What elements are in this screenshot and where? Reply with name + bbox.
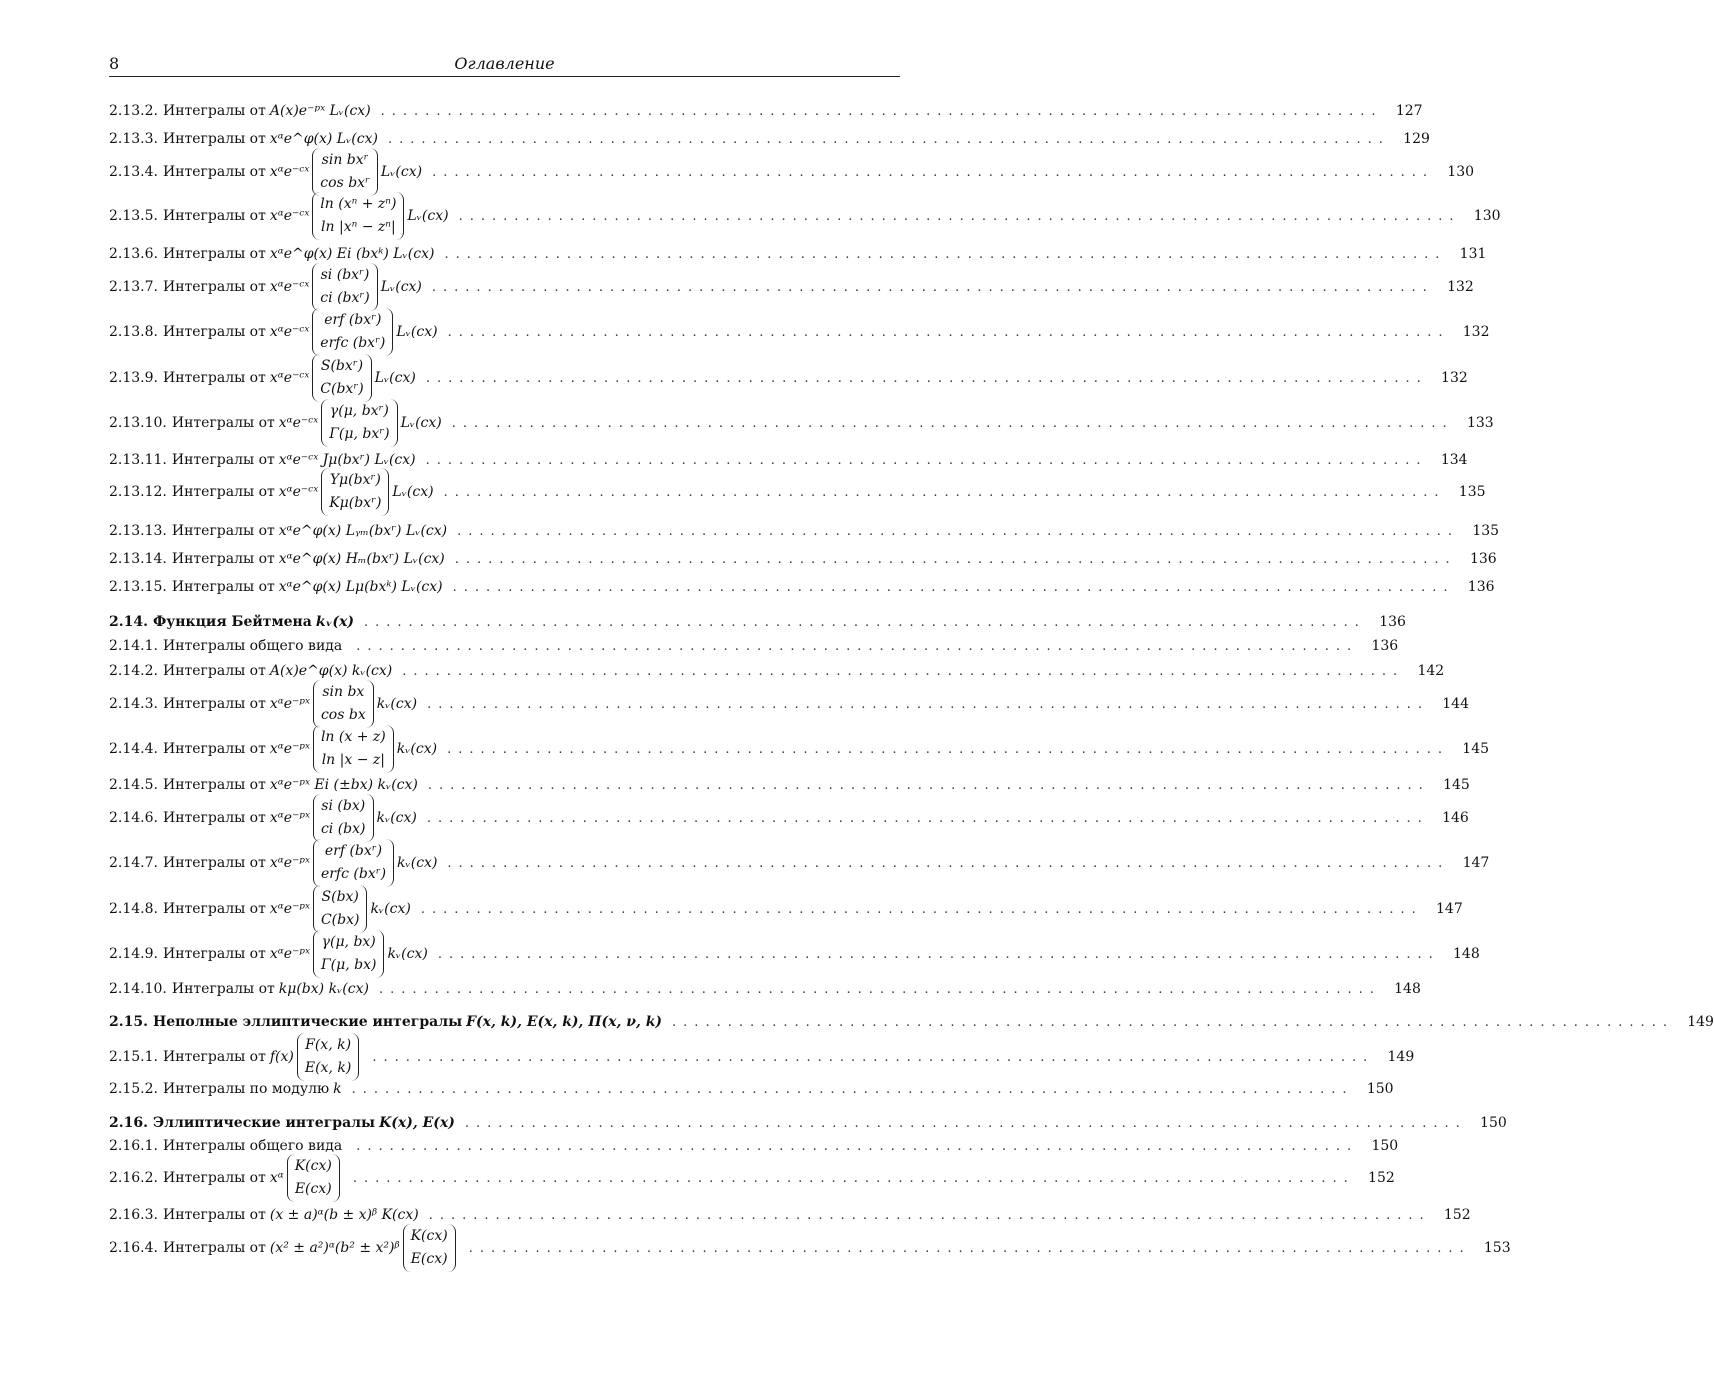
formula-prefix: xᵅe⁻ᵖˣ bbox=[269, 855, 310, 871]
entry-formula bbox=[379, 1115, 455, 1131]
entry-page-number: 135 bbox=[1472, 523, 1500, 539]
formula-brace-group bbox=[321, 399, 397, 447]
brace-line: K(cx) bbox=[294, 1158, 332, 1174]
formula-prefix: K(x), E(x) bbox=[379, 1115, 455, 1131]
dot-leader: .......................................................................................... bbox=[352, 1170, 1355, 1186]
formula-suffix: Lᵥ(cx) bbox=[392, 484, 434, 500]
entry-number: 2.16.4. bbox=[109, 1240, 158, 1256]
toc-entry-row[interactable] bbox=[109, 577, 1495, 597]
brace-line: cos bxʳ bbox=[320, 175, 370, 191]
brace-line: erfc (bxʳ) bbox=[320, 866, 387, 882]
toc-entry-row[interactable] bbox=[109, 1136, 1399, 1156]
formula-prefix: (x ± a)ᵅ(b ± x)ᵝ K(cx) bbox=[269, 1207, 419, 1223]
entry-formula bbox=[270, 308, 438, 356]
toc-entry-row[interactable] bbox=[109, 521, 1500, 541]
toc-entry-row[interactable] bbox=[109, 355, 1468, 401]
entry-formula bbox=[270, 1224, 459, 1272]
formula-prefix: xᵅe⁻ᶜˣ bbox=[269, 208, 310, 224]
entry-formula bbox=[279, 981, 369, 997]
formula-suffix: kᵥ(cx) bbox=[376, 696, 418, 712]
brace-line: sin bxʳ bbox=[321, 152, 369, 168]
brace-line: F(x, k) bbox=[305, 1037, 352, 1053]
formula-prefix: xᵅe⁻ᵖˣ bbox=[269, 741, 310, 757]
entry-title: Интегралы от bbox=[171, 484, 275, 500]
entry-number: 2.14.9. bbox=[109, 946, 158, 962]
toc-entry-row[interactable] bbox=[109, 681, 1469, 727]
brace-line: E(cx) bbox=[294, 1181, 332, 1197]
dot-leader: .......................................................................................... bbox=[437, 946, 1440, 962]
toc-entry-row[interactable] bbox=[109, 661, 1445, 681]
formula-prefix: xᵅe⁻ᶜˣ bbox=[269, 164, 310, 180]
brace-line: si (bx) bbox=[321, 798, 366, 814]
entry-number: 2.15.1. bbox=[109, 1049, 158, 1065]
dot-leader: .......................................................................................... bbox=[447, 855, 1450, 871]
brace-line: K(cx) bbox=[410, 1228, 448, 1244]
entry-page-number: 130 bbox=[1447, 164, 1475, 180]
entry-page-number: 136 bbox=[1469, 551, 1497, 567]
entry-number: 2.14.1. bbox=[109, 638, 158, 654]
formula-prefix: k bbox=[333, 1081, 342, 1097]
toc-entry-row[interactable] bbox=[109, 775, 1470, 795]
dot-leader: .......................................................................................... bbox=[428, 1207, 1431, 1223]
entry-formula bbox=[270, 680, 417, 728]
entry-number: 2.16.3. bbox=[109, 1207, 158, 1223]
entry-page-number: 129 bbox=[1403, 131, 1430, 147]
toc-entry-row[interactable] bbox=[109, 309, 1490, 355]
entry-number: 2.14. bbox=[109, 614, 148, 630]
entry-formula bbox=[279, 523, 447, 539]
brace-line: Kμ(bxʳ) bbox=[329, 495, 382, 511]
entry-title: Функция Бейтмена bbox=[152, 614, 312, 630]
entry-number: 2.15. bbox=[109, 1014, 148, 1030]
entry-formula bbox=[270, 103, 371, 119]
formula-prefix: xᵅe^φ(x) Hₘ(bxʳ) Lᵥ(cx) bbox=[278, 551, 445, 567]
entry-page-number: 150 bbox=[1371, 1138, 1399, 1154]
dot-leader: .......................................................................................... bbox=[468, 1240, 1471, 1256]
formula-brace-group bbox=[312, 263, 377, 311]
running-header bbox=[109, 54, 900, 77]
brace-line: ln |x − z| bbox=[321, 752, 385, 768]
formula-prefix: xᵅe⁻ᵖˣ bbox=[269, 901, 310, 917]
entry-number: 2.13.10. bbox=[109, 415, 167, 431]
entry-page-number: 145 bbox=[1462, 741, 1490, 757]
entry-number: 2.14.6. bbox=[109, 810, 158, 826]
formula-prefix: xᵅe^φ(x) Ei (bxᵏ) Lᵥ(cx) bbox=[269, 246, 435, 262]
toc-entry-row[interactable] bbox=[109, 636, 1399, 656]
entry-title: Неполные эллиптические интегралы bbox=[152, 1014, 463, 1030]
entry-number: 2.14.8. bbox=[109, 901, 158, 917]
entry-title: Интегралы от bbox=[162, 901, 266, 917]
formula-prefix: xᵅe^φ(x) Lμ(bxᵏ) Lᵥ(cx) bbox=[278, 579, 443, 595]
dot-leader: .......................................................................................... bbox=[356, 638, 1359, 654]
entry-page-number: 150 bbox=[1480, 1115, 1507, 1131]
entry-title: Интегралы от bbox=[162, 1240, 266, 1256]
formula-brace-group bbox=[312, 148, 378, 196]
formula-prefix: A(x)e^φ(x) kᵥ(cx) bbox=[269, 663, 393, 679]
entry-title: Эллиптические интегралы bbox=[152, 1115, 376, 1131]
dot-leader: .......................................................................................... bbox=[351, 1081, 1354, 1097]
formula-prefix: A(x)e⁻ᵖˣ Lᵥ(cx) bbox=[269, 103, 371, 119]
entry-title: Интегралы от bbox=[162, 663, 266, 679]
formula-brace-group bbox=[403, 1224, 456, 1272]
page-number: 8 bbox=[109, 54, 120, 73]
toc-entry-row[interactable] bbox=[109, 726, 1490, 772]
brace-line: C(bx) bbox=[320, 912, 360, 928]
formula-suffix: kᵥ(cx) bbox=[396, 741, 438, 757]
formula-brace-group bbox=[313, 885, 368, 933]
toc-entry-row[interactable] bbox=[109, 149, 1475, 195]
entry-title: Интегралы от bbox=[171, 981, 275, 997]
toc-entry-row[interactable] bbox=[109, 469, 1486, 515]
brace-line: Yμ(bxʳ) bbox=[329, 472, 381, 488]
entry-title: Интегралы от bbox=[162, 696, 266, 712]
brace-line: erfc (bxʳ) bbox=[320, 335, 386, 351]
formula-prefix: xᵅ bbox=[269, 1170, 284, 1186]
entry-number: 2.15.2. bbox=[109, 1081, 158, 1097]
brace-line: E(x, k) bbox=[304, 1060, 352, 1076]
entry-formula bbox=[270, 1207, 419, 1223]
entry-number: 2.13.7. bbox=[109, 279, 158, 295]
entry-number: 2.13.4. bbox=[109, 164, 158, 180]
formula-suffix: Lᵥ(cx) bbox=[400, 415, 442, 431]
entry-page-number: 150 bbox=[1366, 1081, 1394, 1097]
formula-brace-group bbox=[287, 1154, 340, 1202]
entry-formula bbox=[270, 930, 428, 978]
entry-title: Интегралы от bbox=[162, 324, 266, 340]
entry-title: Интегралы от bbox=[162, 1207, 266, 1223]
formula-brace-group bbox=[312, 308, 393, 356]
brace-line: erf (bxʳ) bbox=[324, 312, 382, 328]
formula-prefix: xᵅe⁻ᶜˣ bbox=[269, 279, 310, 295]
formula-suffix: kᵥ(cx) bbox=[387, 946, 428, 962]
formula-prefix: xᵅe⁻ᶜˣ bbox=[269, 324, 310, 340]
entry-title: Интегралы от bbox=[162, 1170, 266, 1186]
entry-title: Интегралы общего вида bbox=[162, 1138, 343, 1154]
formula-suffix: Lᵥ(cx) bbox=[380, 164, 423, 180]
brace-line: γ(μ, bx) bbox=[321, 934, 376, 950]
entry-title: Интегралы от bbox=[171, 452, 275, 468]
entry-formula bbox=[466, 1014, 662, 1030]
entry-page-number: 147 bbox=[1462, 855, 1490, 871]
formula-suffix: Lᵥ(cx) bbox=[380, 279, 422, 295]
entry-page-number: 136 bbox=[1379, 614, 1406, 630]
formula-brace-group bbox=[297, 1033, 359, 1081]
entry-number: 2.13.15. bbox=[109, 579, 167, 595]
entry-page-number: 132 bbox=[1462, 324, 1490, 340]
toc-entry-row[interactable] bbox=[109, 840, 1490, 886]
entry-formula bbox=[270, 131, 378, 147]
dot-leader: .......................................................................................... bbox=[672, 1014, 1674, 1030]
entry-number: 2.13.6. bbox=[109, 246, 158, 262]
toc-entry-row[interactable] bbox=[109, 979, 1421, 999]
entry-title: Интегралы от bbox=[162, 370, 266, 386]
dot-leader: .......................................................................................... bbox=[427, 777, 1430, 793]
formula-prefix: F(x, k), E(x, k), Π(x, ν, k) bbox=[466, 1014, 663, 1030]
entry-formula bbox=[270, 885, 411, 933]
brace-line: ln (x + z) bbox=[320, 729, 386, 745]
brace-line: ln (xⁿ + zⁿ) bbox=[320, 196, 397, 212]
dot-leader: .......................................................................................... bbox=[372, 1049, 1375, 1065]
dot-leader: .......................................................................................... bbox=[457, 523, 1460, 539]
dot-leader: .......................................................................................... bbox=[454, 551, 1457, 567]
entry-number: 2.13.12. bbox=[109, 484, 167, 500]
dot-leader: .......................................................................................... bbox=[356, 1138, 1359, 1154]
entry-page-number: 136 bbox=[1371, 638, 1399, 654]
toc-entry-row[interactable] bbox=[109, 1205, 1471, 1225]
formula-prefix: xᵅe⁻ᵖˣ bbox=[269, 946, 310, 962]
toc-entry-row[interactable] bbox=[109, 450, 1468, 470]
formula-brace-group bbox=[312, 192, 404, 240]
entry-title: Интегралы от bbox=[162, 741, 266, 757]
formula-prefix: (x² ± a²)ᵅ(b² ± x²)ᵝ bbox=[269, 1240, 400, 1256]
entry-number: 2.13.14. bbox=[109, 551, 167, 567]
formula-brace-group bbox=[312, 354, 371, 402]
dot-leader: .......................................................................................... bbox=[425, 452, 1428, 468]
toc-entry-row[interactable] bbox=[109, 101, 1423, 121]
entry-number: 2.16.2. bbox=[109, 1170, 158, 1186]
dot-leader: .......................................................................................... bbox=[451, 415, 1454, 431]
brace-line: S(bx) bbox=[321, 889, 359, 905]
entry-title: Интегралы от bbox=[162, 855, 266, 871]
toc-entry-row[interactable] bbox=[109, 1034, 1415, 1080]
entry-formula bbox=[270, 354, 416, 402]
entry-title: Интегралы по модулю bbox=[162, 1081, 330, 1097]
entry-number: 2.13.5. bbox=[109, 208, 158, 224]
formula-brace-group bbox=[313, 839, 394, 887]
brace-line: cos bx bbox=[320, 707, 366, 723]
entry-number: 2.16. bbox=[109, 1115, 148, 1131]
formula-prefix: xᵅe⁻ᵖˣ Ei (±bx) kᵥ(cx) bbox=[269, 777, 418, 793]
dot-leader: .......................................................................................... bbox=[431, 279, 1434, 295]
entry-page-number: 130 bbox=[1473, 208, 1501, 224]
entry-formula bbox=[270, 1154, 343, 1202]
entry-title: Интегралы от bbox=[162, 208, 266, 224]
entry-title: Интегралы от bbox=[171, 415, 275, 431]
entry-formula bbox=[270, 246, 435, 262]
entry-title: Интегралы от bbox=[171, 523, 275, 539]
toc-entry-row[interactable] bbox=[109, 1225, 1511, 1271]
entry-page-number: 144 bbox=[1442, 696, 1469, 712]
toc-entry-row[interactable] bbox=[109, 400, 1494, 446]
entry-title: Интегралы от bbox=[171, 579, 275, 595]
entry-page-number: 131 bbox=[1459, 246, 1487, 262]
brace-line: erf (bxʳ) bbox=[324, 843, 383, 859]
dot-leader: .......................................................................................... bbox=[425, 370, 1428, 386]
formula-prefix: kμ(bx) kᵥ(cx) bbox=[278, 981, 369, 997]
entry-page-number: 127 bbox=[1395, 103, 1423, 119]
formula-suffix: Lᵥ(cx) bbox=[396, 324, 438, 340]
entry-page-number: 133 bbox=[1466, 415, 1494, 431]
dot-leader: .......................................................................................... bbox=[443, 484, 1446, 500]
dot-leader: .......................................................................................... bbox=[380, 103, 1383, 119]
entry-formula bbox=[270, 148, 422, 196]
entry-title: Интегралы от bbox=[162, 103, 266, 119]
formula-prefix: f(x) bbox=[269, 1049, 294, 1065]
entry-formula bbox=[279, 399, 442, 447]
brace-line: ln |xⁿ − zⁿ| bbox=[321, 219, 396, 235]
entry-page-number: 148 bbox=[1394, 981, 1421, 997]
entry-number: 2.13.9. bbox=[109, 370, 158, 386]
brace-line: γ(μ, bxʳ) bbox=[329, 403, 389, 419]
entry-page-number: 153 bbox=[1483, 1240, 1511, 1256]
formula-prefix: xᵅe⁻ᶜˣ bbox=[269, 370, 310, 386]
entry-page-number: 148 bbox=[1453, 946, 1480, 962]
dot-leader: .......................................................................................... bbox=[378, 981, 1381, 997]
entry-page-number: 142 bbox=[1417, 663, 1445, 679]
dot-leader: .......................................................................................... bbox=[364, 614, 1366, 630]
entry-page-number: 147 bbox=[1436, 901, 1463, 917]
formula-prefix: xᵅe⁻ᶜˣ Jμ(bxʳ) Lᵥ(cx) bbox=[278, 452, 416, 468]
toc-section-row[interactable] bbox=[109, 612, 1406, 632]
entry-formula bbox=[270, 725, 437, 773]
entry-number: 2.13.13. bbox=[109, 523, 167, 539]
entry-title: Интегралы от bbox=[171, 551, 275, 567]
formula-brace-group bbox=[313, 930, 385, 978]
formula-brace-group bbox=[321, 468, 389, 516]
formula-suffix: kᵥ(cx) bbox=[376, 810, 417, 826]
dot-leader: .......................................................................................... bbox=[458, 208, 1461, 224]
dot-leader: .......................................................................................... bbox=[447, 324, 1450, 340]
formula-prefix: xᵅe⁻ᵖˣ bbox=[269, 696, 310, 712]
entry-page-number: 132 bbox=[1447, 279, 1474, 295]
entry-page-number: 134 bbox=[1440, 452, 1468, 468]
entry-title: Интегралы общего вида bbox=[162, 638, 343, 654]
entry-title: Интегралы от bbox=[162, 810, 266, 826]
formula-brace-group bbox=[313, 794, 374, 842]
entry-formula bbox=[270, 663, 392, 679]
toc-entry-row[interactable] bbox=[109, 931, 1480, 977]
entry-page-number: 132 bbox=[1441, 370, 1468, 386]
page-title: Оглавление bbox=[454, 54, 555, 73]
entry-title: Интегралы от bbox=[162, 246, 266, 262]
dot-leader: .......................................................................................... bbox=[447, 741, 1450, 757]
toc-entry-row[interactable] bbox=[109, 795, 1469, 841]
entry-formula bbox=[270, 263, 422, 311]
entry-formula bbox=[279, 468, 434, 516]
toc-entry-row[interactable] bbox=[109, 129, 1430, 149]
formula-prefix: xᵅe⁻ᶜˣ bbox=[278, 484, 319, 500]
toc-section-row[interactable] bbox=[109, 1113, 1507, 1133]
entry-formula bbox=[333, 1081, 341, 1097]
entry-formula bbox=[270, 839, 438, 887]
entry-page-number: 146 bbox=[1442, 810, 1469, 826]
entry-title: Интегралы от bbox=[162, 164, 266, 180]
brace-line: Γ(μ, bx) bbox=[320, 957, 377, 973]
entry-title: Интегралы от bbox=[162, 131, 266, 147]
formula-suffix: Lᵥ(cx) bbox=[407, 208, 449, 224]
entry-title: Интегралы от bbox=[162, 777, 266, 793]
entry-page-number: 149 bbox=[1687, 1014, 1714, 1030]
entry-formula bbox=[279, 551, 445, 567]
formula-brace-group bbox=[313, 725, 394, 773]
formula-brace-group bbox=[313, 680, 374, 728]
entry-formula bbox=[270, 777, 418, 793]
brace-line: sin bx bbox=[322, 684, 365, 700]
entry-formula bbox=[270, 1033, 362, 1081]
entry-number: 2.14.3. bbox=[109, 696, 158, 712]
dot-leader: .......................................................................................... bbox=[432, 164, 1435, 180]
formula-suffix: Lᵥ(cx) bbox=[374, 370, 416, 386]
entry-number: 2.13.3. bbox=[109, 131, 158, 147]
entry-page-number: 145 bbox=[1443, 777, 1470, 793]
entry-title: Интегралы от bbox=[162, 946, 266, 962]
formula-prefix: xᵅe⁻ᶜˣ bbox=[278, 415, 319, 431]
entry-formula bbox=[279, 579, 443, 595]
entry-formula bbox=[279, 452, 416, 468]
entry-title: Интегралы от bbox=[162, 279, 266, 295]
formula-prefix: xᵅe⁻ᵖˣ bbox=[269, 810, 310, 826]
brace-line: Γ(μ, bxʳ) bbox=[329, 426, 390, 442]
toc-entry-row[interactable] bbox=[109, 549, 1497, 569]
entry-page-number: 136 bbox=[1467, 579, 1495, 595]
toc-entry-row[interactable] bbox=[109, 886, 1463, 932]
entry-number: 2.13.8. bbox=[109, 324, 158, 340]
entry-title: Интегралы от bbox=[162, 1049, 266, 1065]
toc-entry-row[interactable] bbox=[109, 193, 1501, 239]
toc-entry-row[interactable] bbox=[109, 264, 1474, 310]
dot-leader: .......................................................................................... bbox=[402, 663, 1405, 679]
brace-line: E(cx) bbox=[410, 1251, 448, 1267]
toc-entry-row[interactable] bbox=[109, 1079, 1394, 1099]
entry-formula bbox=[270, 794, 417, 842]
dot-leader: .......................................................................................... bbox=[452, 579, 1455, 595]
entry-number: 2.14.5. bbox=[109, 777, 158, 793]
dot-leader: .......................................................................................... bbox=[426, 810, 1429, 826]
entry-page-number: 149 bbox=[1387, 1049, 1415, 1065]
toc-section-row[interactable] bbox=[109, 1012, 1714, 1032]
entry-number: 2.13.2. bbox=[109, 103, 158, 119]
toc-entry-row[interactable] bbox=[109, 244, 1487, 264]
toc-entry-row[interactable] bbox=[109, 1155, 1395, 1201]
entry-formula bbox=[270, 192, 449, 240]
entry-page-number: 152 bbox=[1443, 1207, 1471, 1223]
entry-number: 2.14.7. bbox=[109, 855, 158, 871]
dot-leader: .......................................................................................... bbox=[420, 901, 1423, 917]
entry-number: 2.14.2. bbox=[109, 663, 158, 679]
formula-prefix: kᵥ(x) bbox=[315, 614, 355, 630]
entry-formula bbox=[316, 614, 354, 630]
formula-prefix: xᵅe^φ(x) Lᵧₘ(bxʳ) Lᵥ(cx) bbox=[278, 523, 448, 539]
dot-leader: .......................................................................................... bbox=[427, 696, 1429, 712]
entry-number: 2.14.4. bbox=[109, 741, 158, 757]
entry-number: 2.14.10. bbox=[109, 981, 167, 997]
formula-suffix: kᵥ(cx) bbox=[370, 901, 411, 917]
brace-line: S(bxʳ) bbox=[320, 358, 364, 374]
entry-page-number: 135 bbox=[1458, 484, 1486, 500]
entry-number: 2.13.11. bbox=[109, 452, 167, 468]
dot-leader: .......................................................................................... bbox=[444, 246, 1447, 262]
formula-prefix: xᵅe^φ(x) Lᵥ(cx) bbox=[269, 131, 378, 147]
brace-line: ci (bx) bbox=[320, 821, 366, 837]
brace-line: si (bxʳ) bbox=[320, 267, 370, 283]
dot-leader: .......................................................................................... bbox=[387, 131, 1390, 147]
formula-suffix: kᵥ(cx) bbox=[397, 855, 438, 871]
brace-line: C(bxʳ) bbox=[320, 381, 364, 397]
entry-page-number: 152 bbox=[1368, 1170, 1395, 1186]
dot-leader: .......................................................................................... bbox=[464, 1115, 1467, 1131]
entry-number: 2.16.1. bbox=[109, 1138, 158, 1154]
brace-line: ci (bxʳ) bbox=[320, 290, 370, 306]
